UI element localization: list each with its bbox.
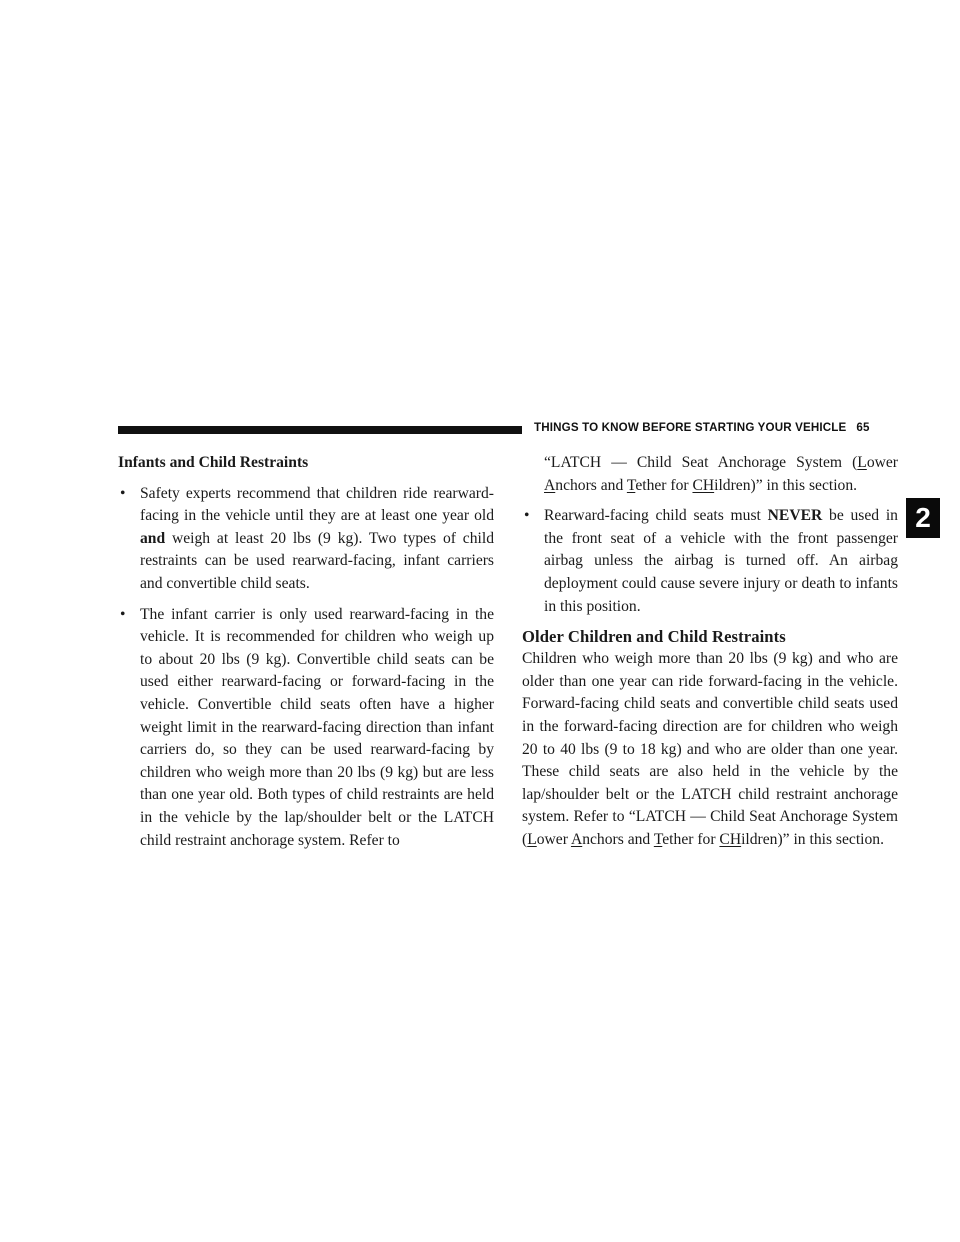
- bullet-text: [140, 483, 494, 596]
- bullet-item: [118, 604, 494, 853]
- text-run: ildren)” in this section.: [714, 476, 858, 494]
- left-column: [118, 452, 494, 860]
- text-run: Rearward-facing child seats must: [544, 507, 768, 525]
- section-heading-older-children: Older Children and Child Restraints: [522, 627, 786, 647]
- underlined-letter: A: [570, 830, 583, 848]
- underlined-letter: L: [527, 830, 537, 848]
- bullet-text: [544, 505, 898, 618]
- text-run: Safety experts recommend that children ride rearward-facing in the vehicle until they are at least one year old: [140, 484, 494, 525]
- page-number: 65: [856, 421, 870, 434]
- text-run: ether for: [662, 830, 720, 848]
- underlined-letter: L: [857, 454, 867, 471]
- bullet-icon: •: [120, 484, 126, 502]
- text-run: “LATCH — Child Seat Anchorage System (: [544, 454, 858, 471]
- text-run: be used in the front seat of a vehicle with the front passenger airbag unless the airbag is turned off. An airbag deployment could cause severe injury or death to infants in this position.: [544, 507, 898, 615]
- text-run: ower: [866, 454, 898, 471]
- chapter-tab: 2: [906, 498, 940, 538]
- bullet-item: [118, 483, 494, 596]
- underlined-letter: T: [653, 830, 663, 848]
- bold-text: NEVER: [767, 507, 823, 525]
- underlined-letter: T: [626, 476, 636, 494]
- text-run: Children who weigh more than 20 lbs (9 kg) and who are older than one year can ride forward-facing in the vehicle. Forward-facing child seats and convertible child seats used in the forward-facing direction are for children who weigh 20 to 40 lbs (9 to 18 kg) and who are older than one year. These child seats are also held in the vehicle by the lap/shoulder belt or the LATCH child restraint anchorage system. Refer to “LATCH — Child Seat Anchorage System (: [522, 650, 898, 848]
- bullet-continuation: [522, 452, 898, 497]
- bullet-text: The infant carrier is only used rearward-facing in the vehicle. It is recommended for children who weigh up to about 20 lbs (9 kg). Convertible child seats can be used either rearward-facing or forward-facing in the vehicle. Convertible child seats often have a higher weight limit in the rearward-facing direction than infant carriers do, so they can be used rearward-facing by children who weigh more than 20 lbs (9 kg) but are less than one year old. Both types of child restraints are held in the vehicle by the lap/shoulder belt or the LATCH child restraint anchorage system. Refer to: [140, 605, 494, 849]
- section-heading-infants: Infants and Child Restraints: [118, 454, 309, 471]
- text-run: nchors and: [582, 830, 654, 848]
- text-run: ower: [536, 830, 571, 848]
- text-run: nchors and: [555, 476, 627, 494]
- bullet-icon: •: [524, 507, 530, 525]
- text-run: weigh at least 20 lbs (9 kg). Two types of child restraints can be used rearward-facing, infant carriers and convertible child seats.: [140, 529, 494, 592]
- right-column: [522, 452, 898, 852]
- section-title: THINGS TO KNOW BEFORE STARTING YOUR VEHICLE: [534, 421, 847, 434]
- underlined-letter: CH: [719, 830, 742, 848]
- bullet-item: [522, 505, 898, 618]
- header-rule: [118, 426, 522, 434]
- text-run: ildren)” in this section.: [741, 830, 885, 848]
- bold-text: and: [140, 529, 166, 547]
- bullet-text: [544, 452, 898, 497]
- text-run: ether for: [635, 476, 693, 494]
- underlined-letter: A: [544, 476, 556, 494]
- bullet-icon: •: [120, 605, 126, 623]
- running-header: [534, 421, 870, 434]
- body-paragraph: [522, 648, 898, 851]
- underlined-letter: CH: [692, 476, 715, 494]
